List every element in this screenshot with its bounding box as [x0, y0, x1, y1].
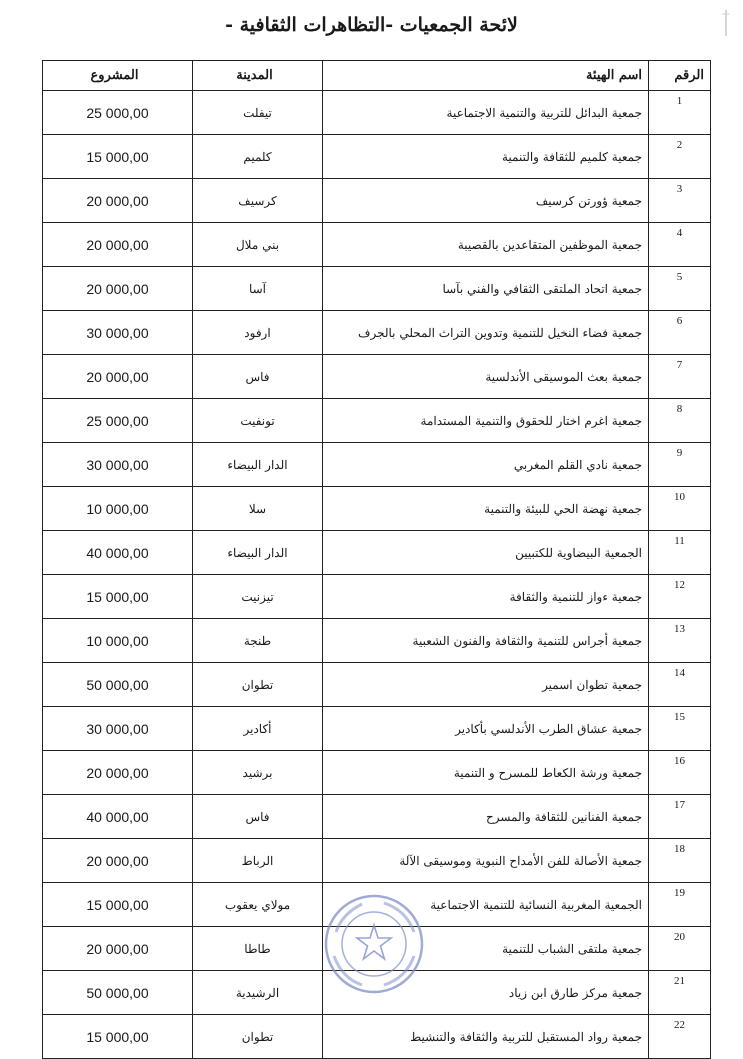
table-body: [43, 91, 711, 1059]
table-row: [43, 487, 711, 531]
project-amount: 20 000,00: [43, 927, 193, 971]
project-amount: 20 000,00: [43, 223, 193, 267]
row-number: 21: [649, 971, 711, 1015]
project-amount: 50 000,00: [43, 663, 193, 707]
table-row: [43, 575, 711, 619]
table-row: [43, 443, 711, 487]
table-row: [43, 883, 711, 927]
project-amount: 15 000,00: [43, 1015, 193, 1059]
city-name: آسا: [193, 267, 323, 311]
city-name: كرسيف: [193, 179, 323, 223]
city-name: برشيد: [193, 751, 323, 795]
row-number: 12: [649, 575, 711, 619]
city-name: كلميم: [193, 135, 323, 179]
table-row: [43, 223, 711, 267]
city-name: الدار البيضاء: [193, 443, 323, 487]
project-amount: 20 000,00: [43, 839, 193, 883]
city-name: فاس: [193, 355, 323, 399]
city-name: الدار البيضاء: [193, 531, 323, 575]
table-row: [43, 707, 711, 751]
row-number: 13: [649, 619, 711, 663]
project-amount: 30 000,00: [43, 443, 193, 487]
association-name: جمعية الأصالة للفن الأمداح النبوية وموسيقى الآلة: [323, 839, 649, 883]
project-amount: 30 000,00: [43, 707, 193, 751]
project-amount: 20 000,00: [43, 751, 193, 795]
city-name: طنجة: [193, 619, 323, 663]
city-name: فاس: [193, 795, 323, 839]
city-name: تيفلت: [193, 91, 323, 135]
project-amount: 20 000,00: [43, 267, 193, 311]
association-name: جمعية نادي القلم المغربي: [323, 443, 649, 487]
table-row: [43, 179, 711, 223]
project-amount: 25 000,00: [43, 91, 193, 135]
project-amount: 40 000,00: [43, 531, 193, 575]
city-name: تطوان: [193, 663, 323, 707]
association-name: جمعية ؤورتن كرسيف: [323, 179, 649, 223]
table-row: [43, 311, 711, 355]
city-name: الرباط: [193, 839, 323, 883]
table-row: [43, 795, 711, 839]
association-name: جمعية الموظفين المتقاعدين بالقصيبة: [323, 223, 649, 267]
association-name: جمعية الفنانين للثقافة والمسرح: [323, 795, 649, 839]
project-amount: 20 000,00: [43, 355, 193, 399]
table-row: [43, 971, 711, 1015]
row-number: 6: [649, 311, 711, 355]
row-number: 3: [649, 179, 711, 223]
city-name: طاطا: [193, 927, 323, 971]
association-name: جمعية ملتقى الشباب للتنمية: [323, 927, 649, 971]
table-row: [43, 663, 711, 707]
project-amount: 20 000,00: [43, 179, 193, 223]
header-number: الرقم: [649, 61, 711, 91]
city-name: مولاي يعقوب: [193, 883, 323, 927]
association-name: جمعية فضاء النخيل للتنمية وتدوين التراث المحلي بالجرف: [323, 311, 649, 355]
association-name: الجمعية البيضاوية للكتبيين: [323, 531, 649, 575]
association-name: جمعية نهضة الحي للبيئة والتنمية: [323, 487, 649, 531]
row-number: 8: [649, 399, 711, 443]
row-number: 5: [649, 267, 711, 311]
table-row: [43, 267, 711, 311]
row-number: 14: [649, 663, 711, 707]
table-row: [43, 135, 711, 179]
table-row: [43, 531, 711, 575]
project-amount: 10 000,00: [43, 619, 193, 663]
city-name: أكادير: [193, 707, 323, 751]
city-name: تونفيت: [193, 399, 323, 443]
row-number: 7: [649, 355, 711, 399]
city-name: الرشيدية: [193, 971, 323, 1015]
associations-table: [42, 60, 711, 1059]
page-title: لائحة الجمعيات -التظاهرات الثقافية -: [225, 14, 518, 36]
association-name: جمعية تطوان اسمير: [323, 663, 649, 707]
table-row: [43, 927, 711, 971]
association-name: جمعية اغرم اختار للحقوق والتنمية المستدامة: [323, 399, 649, 443]
corner-mark-icon: [719, 8, 733, 38]
row-number: 20: [649, 927, 711, 971]
header-city: المدينة: [193, 61, 323, 91]
association-name: جمعية عشاق الطرب الأندلسي بأكادير: [323, 707, 649, 751]
city-name: تطوان: [193, 1015, 323, 1059]
project-amount: 25 000,00: [43, 399, 193, 443]
association-name: جمعية ورشة الكعاط للمسرح و التنمية: [323, 751, 649, 795]
city-name: بني ملال: [193, 223, 323, 267]
project-amount: 50 000,00: [43, 971, 193, 1015]
association-name: الجمعية المغربية النسائية للتنمية الاجتماعية: [323, 883, 649, 927]
row-number: 9: [649, 443, 711, 487]
associations-table-wrapper: [42, 60, 710, 1059]
table-row: [43, 839, 711, 883]
project-amount: 40 000,00: [43, 795, 193, 839]
row-number: 15: [649, 707, 711, 751]
row-number: 19: [649, 883, 711, 927]
project-amount: 30 000,00: [43, 311, 193, 355]
association-name: جمعية البدائل للتربية والتنمية الاجتماعية: [323, 91, 649, 135]
project-amount: 15 000,00: [43, 883, 193, 927]
table-row: [43, 91, 711, 135]
association-name: جمعية رواد المستقبل للتربية والثقافة والتنشيط: [323, 1015, 649, 1059]
project-amount: 15 000,00: [43, 135, 193, 179]
row-number: 11: [649, 531, 711, 575]
header-name: اسم الهيئة: [323, 61, 649, 91]
association-name: جمعية ءواز للتنمية والثقافة: [323, 575, 649, 619]
association-name: جمعية أجراس للتنمية والثقافة والفنون الشعبية: [323, 619, 649, 663]
table-row: [43, 399, 711, 443]
association-name: جمعية كلميم للثقافة والتنمية: [323, 135, 649, 179]
table-row: [43, 619, 711, 663]
row-number: 16: [649, 751, 711, 795]
table-row: [43, 751, 711, 795]
row-number: 1: [649, 91, 711, 135]
table-row: [43, 355, 711, 399]
association-name: جمعية بعث الموسيقى الأندلسية: [323, 355, 649, 399]
project-amount: 10 000,00: [43, 487, 193, 531]
city-name: سلا: [193, 487, 323, 531]
row-number: 10: [649, 487, 711, 531]
association-name: جمعية مركز طارق ابن زياد: [323, 971, 649, 1015]
table-row: [43, 1015, 711, 1059]
row-number: 18: [649, 839, 711, 883]
row-number: 22: [649, 1015, 711, 1059]
table-header-row: [43, 61, 711, 91]
row-number: 17: [649, 795, 711, 839]
row-number: 2: [649, 135, 711, 179]
header-amount: المشروع: [43, 61, 193, 91]
city-name: تيزنيت: [193, 575, 323, 619]
city-name: ارفود: [193, 311, 323, 355]
project-amount: 15 000,00: [43, 575, 193, 619]
row-number: 4: [649, 223, 711, 267]
association-name: جمعية اتحاد الملتقى الثقافي والفني بآسا: [323, 267, 649, 311]
